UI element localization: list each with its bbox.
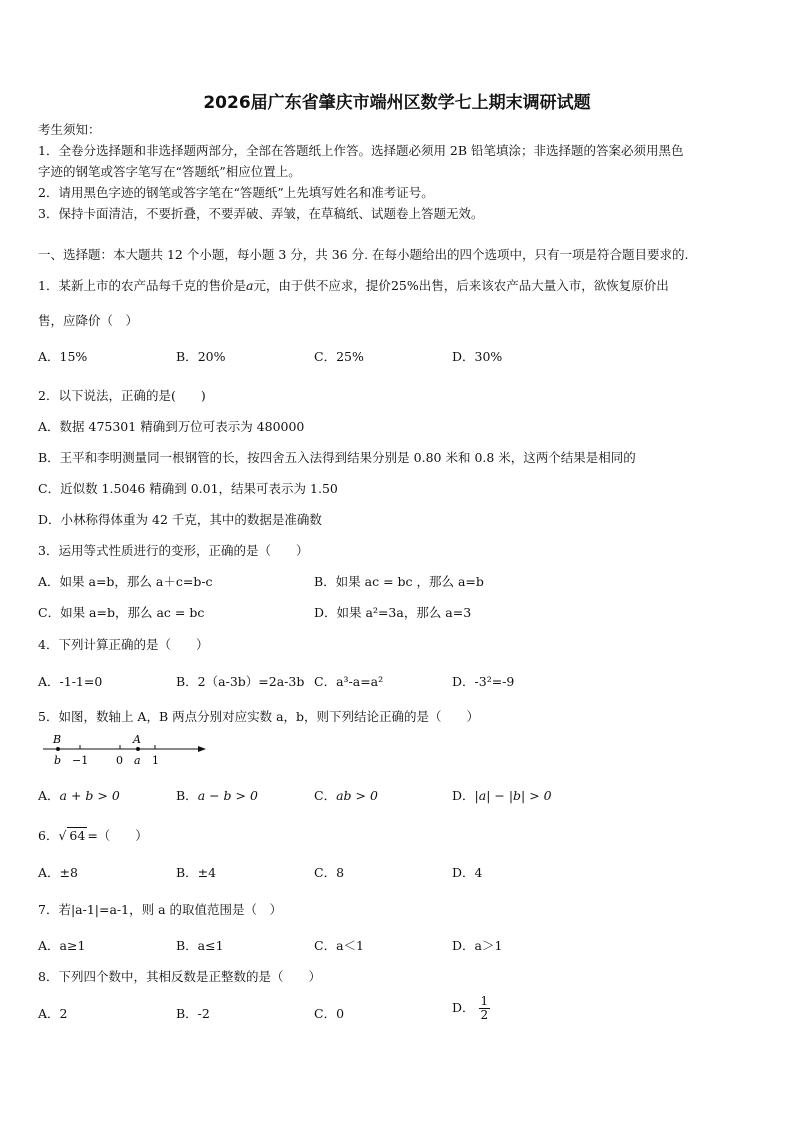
option-b[interactable] xyxy=(176,786,258,804)
fraction-denominator: 2 xyxy=(480,1008,489,1022)
option-d[interactable] xyxy=(452,995,490,1022)
question-5-stem: 5．如图，数轴上 A，B 两点分别对应实数 a，b，则下列结论正确的是（ ） xyxy=(38,709,480,724)
label-one: 1 xyxy=(152,754,159,767)
radicand: 64 xyxy=(69,828,86,843)
stem-text: 6． xyxy=(38,828,59,843)
option-b[interactable]: B．a≤1 xyxy=(176,938,224,953)
option-letter: C． xyxy=(314,788,337,803)
label-minus-one: −1 xyxy=(72,754,89,767)
option-c[interactable]: C．0 xyxy=(314,1006,345,1021)
notice-item: 3．保持卡面清洁，不要折叠，不要弄破、弄皱，在草稿纸、试题卷上答题无效。 xyxy=(38,206,484,221)
option-value: 25% xyxy=(336,349,364,364)
question-4-stem: 4．下列计算正确的是（ ） xyxy=(38,637,209,652)
option-a[interactable] xyxy=(38,786,120,804)
number-line-figure xyxy=(38,733,208,771)
option-a[interactable]: A．a≥1 xyxy=(38,938,86,953)
label-a: a xyxy=(134,754,141,767)
option-a[interactable]: A．2 xyxy=(38,1006,68,1021)
option-d[interactable] xyxy=(452,347,502,365)
stem-text: 1．某新上市的农产品每千克的售价是 xyxy=(38,278,246,293)
notice-item: 1．全卷分选择题和非选择题两部分，全部在答题纸上作答。选择题必须用 2B 铅笔填涂；非选择题的答案必须用黑色 xyxy=(38,143,684,158)
option-letter: D． xyxy=(452,1000,475,1015)
option-a[interactable] xyxy=(38,347,87,365)
option-c[interactable] xyxy=(314,786,378,804)
question-1-stem-cont: 售，应降价（ ） xyxy=(38,313,139,328)
option-b[interactable]: B．±4 xyxy=(176,865,217,880)
option-value: 20% xyxy=(197,349,226,364)
option-c[interactable]: C．8 xyxy=(314,865,345,880)
option-value: |a| − |b| > 0 xyxy=(474,788,552,803)
label-zero: 0 xyxy=(116,754,123,767)
option-b[interactable] xyxy=(176,347,225,365)
option-d[interactable]: D．4 xyxy=(452,865,483,880)
stem-text: 元，由于供不应求，提价 xyxy=(253,278,391,293)
notice-item: 2．请用黑色字迹的钢笔或答字笔在“答题纸”上先填写姓名和准考证号。 xyxy=(38,185,434,200)
option-letter: A． xyxy=(38,349,60,364)
option-letter: B． xyxy=(176,788,198,803)
option-c[interactable]: C．a³-a=a² xyxy=(314,674,384,689)
option-letter: A． xyxy=(38,788,60,803)
option-d[interactable]: D．-3²=-9 xyxy=(452,674,515,689)
option-b[interactable]: B．2（a-3b）=2a-3b xyxy=(176,674,305,689)
option-b[interactable]: B．王平和李明测量同一根钢管的长，按四舍五入法得到结果分别是 0.80 米和 0.8 米，这两个结果是相同的 xyxy=(38,450,636,465)
option-d[interactable] xyxy=(452,786,552,804)
option-value: a − b > 0 xyxy=(197,788,258,803)
notice-item: 字迹的钢笔或答字笔写在“答题纸”相应位置上。 xyxy=(38,164,301,179)
question-7-stem: 7．若|a-1|=a-1，则 a 的取值范围是（ ） xyxy=(38,902,283,917)
stem-text: 出售，后来该农产品大量入市，欲恢复原价出 xyxy=(418,278,669,293)
point-a xyxy=(136,747,140,751)
label-B: B xyxy=(53,733,62,746)
question-6-stem xyxy=(38,826,148,844)
option-letter: D． xyxy=(452,349,475,364)
option-letter: D． xyxy=(452,788,475,803)
option-letter: C． xyxy=(314,349,337,364)
stem-variable: a xyxy=(245,278,254,293)
question-1-stem xyxy=(38,276,669,294)
option-value: 15% xyxy=(59,349,88,364)
option-d[interactable]: D．如果 a²=3a，那么 a=3 xyxy=(314,605,472,620)
option-d[interactable]: D．a＞1 xyxy=(452,938,503,953)
option-d[interactable]: D．小林称得体重为 42 千克，其中的数据是准确数 xyxy=(38,512,322,527)
option-b[interactable]: B．-2 xyxy=(176,1006,210,1021)
label-b: b xyxy=(54,754,62,767)
fraction xyxy=(479,995,491,1022)
sqrt-sign: √ xyxy=(58,828,67,843)
label-A: A xyxy=(133,733,141,746)
option-value: 30% xyxy=(474,349,503,364)
question-3-stem: 3．运用等式性质进行的变形，正确的是（ ） xyxy=(38,543,309,558)
option-c[interactable]: C．a＜1 xyxy=(314,938,364,953)
option-a[interactable]: A．数据 475301 精确到万位可表示为 480000 xyxy=(38,419,305,434)
question-8-stem: 8．下列四个数中，其相反数是正整数的是（ ） xyxy=(38,969,321,984)
option-a[interactable]: A．如果 a=b，那么 a＋c=b-c xyxy=(38,574,213,589)
point-b xyxy=(56,747,60,751)
axis-arrow xyxy=(198,746,206,752)
option-c[interactable] xyxy=(314,347,364,365)
option-letter: B． xyxy=(176,349,198,364)
option-a[interactable]: A．±8 xyxy=(38,865,78,880)
option-c[interactable]: C．如果 a=b，那么 ac = bc xyxy=(38,605,205,620)
question-2-stem: 2．以下说法，正确的是( ) xyxy=(38,388,206,403)
option-value: ab > 0 xyxy=(336,788,378,803)
option-a[interactable]: A．-1-1=0 xyxy=(38,674,103,689)
stem-percent: 25% xyxy=(390,278,419,293)
section-heading: 一、选择题：本大题共 12 个小题，每小题 3 分，共 36 分. 在每小题给出的四个选项中，只有一项是符合题目要求的. xyxy=(38,247,689,262)
page-title: 2026届广东省肇庆市端州区数学七上期末调研试题 xyxy=(203,93,591,113)
option-value: a + b > 0 xyxy=(59,788,120,803)
notice-heading: 考生须知： xyxy=(38,122,101,137)
stem-text: =（ ） xyxy=(87,828,148,843)
fraction-numerator: 1 xyxy=(480,994,489,1008)
option-c[interactable]: C．近似数 1.5046 精确到 0.01，结果可表示为 1.50 xyxy=(38,481,338,496)
option-b[interactable]: B．如果 ac = bc ，那么 a=b xyxy=(314,574,484,589)
